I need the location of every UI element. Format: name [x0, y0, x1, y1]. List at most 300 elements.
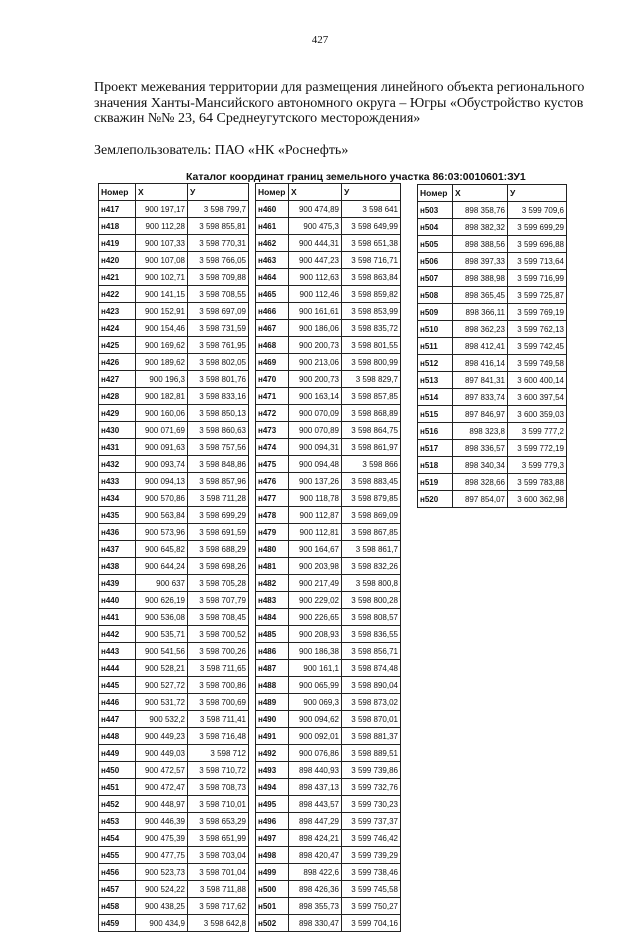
point-number: н449 [99, 745, 136, 762]
point-number: н512 [418, 355, 453, 372]
x-coordinate: 898 447,29 [289, 813, 342, 830]
point-number: н502 [256, 915, 289, 932]
table-row [99, 524, 249, 541]
table-row [99, 218, 249, 235]
y-coordinate: 3 598 711,88 [188, 881, 249, 898]
table-row [256, 711, 401, 728]
y-coordinate: 3 598 700,52 [188, 626, 249, 643]
table-row [418, 491, 567, 508]
x-coordinate: 900 164,67 [289, 541, 342, 558]
y-coordinate: 3 598 860,63 [188, 422, 249, 439]
y-coordinate: 3 599 709,6 [508, 202, 567, 219]
x-coordinate: 900 196,3 [136, 371, 188, 388]
point-number: н459 [99, 915, 136, 932]
x-coordinate: 898 355,73 [289, 898, 342, 915]
y-coordinate: 3 599 746,42 [342, 830, 401, 847]
y-coordinate: 3 598 757,56 [188, 439, 249, 456]
table-row [99, 337, 249, 354]
y-coordinate: 3 598 853,99 [342, 303, 401, 320]
point-number: н504 [418, 219, 453, 236]
y-coordinate: 3 599 779,3 [508, 457, 567, 474]
table-row [99, 575, 249, 592]
y-coordinate: 3 598 800,28 [342, 592, 401, 609]
x-coordinate: 900 213,06 [289, 354, 342, 371]
x-coordinate: 900 091,63 [136, 439, 188, 456]
table-row [99, 728, 249, 745]
x-coordinate: 898 388,56 [453, 236, 508, 253]
table-row [99, 490, 249, 507]
x-coordinate: 900 541,56 [136, 643, 188, 660]
x-coordinate: 900 070,09 [289, 405, 342, 422]
table-row [418, 287, 567, 304]
table-row [99, 422, 249, 439]
point-number: н493 [256, 762, 289, 779]
y-coordinate: 3 598 799,7 [188, 201, 249, 218]
header-number: Номер [99, 184, 136, 201]
y-coordinate: 3 600 362,98 [508, 491, 567, 508]
y-coordinate: 3 599 713,64 [508, 253, 567, 270]
x-coordinate: 900 208,93 [289, 626, 342, 643]
point-number: н476 [256, 473, 289, 490]
y-coordinate: 3 599 749,58 [508, 355, 567, 372]
table-row [418, 389, 567, 406]
y-coordinate: 3 598 642,8 [188, 915, 249, 932]
x-coordinate: 900 169,62 [136, 337, 188, 354]
y-coordinate: 3 598 653,29 [188, 813, 249, 830]
y-coordinate: 3 598 731,59 [188, 320, 249, 337]
point-number: н450 [99, 762, 136, 779]
x-coordinate: 900 102,71 [136, 269, 188, 286]
table-row [256, 473, 401, 490]
x-coordinate: 898 422,6 [289, 864, 342, 881]
y-coordinate: 3 598 707,79 [188, 592, 249, 609]
y-coordinate: 3 598 770,31 [188, 235, 249, 252]
table-row [99, 456, 249, 473]
y-coordinate: 3 598 861,7 [342, 541, 401, 558]
x-coordinate: 900 528,21 [136, 660, 188, 677]
point-number: н507 [418, 270, 453, 287]
point-number: н469 [256, 354, 289, 371]
x-coordinate: 900 645,82 [136, 541, 188, 558]
point-number: н490 [256, 711, 289, 728]
x-coordinate: 900 570,86 [136, 490, 188, 507]
y-coordinate: 3 598 705,28 [188, 575, 249, 592]
x-coordinate: 898 358,76 [453, 202, 508, 219]
y-coordinate: 3 599 738,46 [342, 864, 401, 881]
point-number: н477 [256, 490, 289, 507]
table-row [418, 219, 567, 236]
y-coordinate: 3 599 783,88 [508, 474, 567, 491]
y-coordinate: 3 598 868,89 [342, 405, 401, 422]
header-y: У [508, 185, 567, 202]
y-coordinate: 3 598 836,55 [342, 626, 401, 643]
x-coordinate: 900 094,13 [136, 473, 188, 490]
table-row [418, 423, 567, 440]
y-coordinate: 3 599 696,88 [508, 236, 567, 253]
x-coordinate: 900 107,08 [136, 252, 188, 269]
table-row [99, 507, 249, 524]
x-coordinate: 900 434,9 [136, 915, 188, 932]
table-row [99, 354, 249, 371]
point-number: н516 [418, 423, 453, 440]
y-coordinate: 3 600 400,14 [508, 372, 567, 389]
x-coordinate: 900 154,46 [136, 320, 188, 337]
point-number: н454 [99, 830, 136, 847]
table-row [256, 881, 401, 898]
point-number: н436 [99, 524, 136, 541]
x-coordinate: 900 112,63 [289, 269, 342, 286]
x-coordinate: 900 092,01 [289, 728, 342, 745]
x-coordinate: 900 229,02 [289, 592, 342, 609]
point-number: н437 [99, 541, 136, 558]
y-coordinate: 3 598 709,88 [188, 269, 249, 286]
table-row [256, 252, 401, 269]
point-number: н479 [256, 524, 289, 541]
table-row [256, 864, 401, 881]
y-coordinate: 3 598 800,99 [342, 354, 401, 371]
table-row [99, 796, 249, 813]
x-coordinate: 898 330,47 [289, 915, 342, 932]
table-row [256, 490, 401, 507]
y-coordinate: 3 598 855,81 [188, 218, 249, 235]
table-row [418, 440, 567, 457]
y-coordinate: 3 598 716,48 [188, 728, 249, 745]
y-coordinate: 3 598 829,7 [342, 371, 401, 388]
y-coordinate: 3 598 861,97 [342, 439, 401, 456]
y-coordinate: 3 598 710,72 [188, 762, 249, 779]
point-number: н426 [99, 354, 136, 371]
table-row [99, 694, 249, 711]
x-coordinate: 898 426,36 [289, 881, 342, 898]
point-number: н475 [256, 456, 289, 473]
table-row [418, 253, 567, 270]
x-coordinate: 897 854,07 [453, 491, 508, 508]
table-row [99, 558, 249, 575]
point-number: н520 [418, 491, 453, 508]
y-coordinate: 3 598 710,01 [188, 796, 249, 813]
table-row [99, 813, 249, 830]
table-row [256, 796, 401, 813]
y-coordinate: 3 598 691,59 [188, 524, 249, 541]
y-coordinate: 3 598 766,05 [188, 252, 249, 269]
point-number: н497 [256, 830, 289, 847]
point-number: н444 [99, 660, 136, 677]
page-number: 427 [311, 34, 329, 46]
header-number: Номер [418, 185, 453, 202]
y-coordinate: 3 598 801,55 [342, 337, 401, 354]
y-coordinate: 3 598 879,85 [342, 490, 401, 507]
y-coordinate: 3 599 716,99 [508, 270, 567, 287]
table-row [418, 355, 567, 372]
y-coordinate: 3 598 649,99 [342, 218, 401, 235]
table-row [256, 762, 401, 779]
table-row [99, 745, 249, 762]
table-row [418, 338, 567, 355]
x-coordinate: 900 446,39 [136, 813, 188, 830]
table-row [256, 439, 401, 456]
x-coordinate: 900 094,62 [289, 711, 342, 728]
table-row [256, 354, 401, 371]
x-coordinate: 900 189,62 [136, 354, 188, 371]
x-coordinate: 900 065,99 [289, 677, 342, 694]
table-row [256, 558, 401, 575]
table-row [99, 660, 249, 677]
x-coordinate: 898 437,13 [289, 779, 342, 796]
x-coordinate: 900 107,33 [136, 235, 188, 252]
x-coordinate: 900 217,49 [289, 575, 342, 592]
point-number: н468 [256, 337, 289, 354]
table-row [99, 830, 249, 847]
x-coordinate: 898 420,47 [289, 847, 342, 864]
x-coordinate: 900 637 [136, 575, 188, 592]
y-coordinate: 3 599 699,29 [508, 219, 567, 236]
x-coordinate: 898 365,45 [453, 287, 508, 304]
y-coordinate: 3 599 704,16 [342, 915, 401, 932]
table-row [256, 660, 401, 677]
x-coordinate: 900 573,96 [136, 524, 188, 541]
y-coordinate: 3 598 874,48 [342, 660, 401, 677]
y-coordinate: 3 598 835,72 [342, 320, 401, 337]
y-coordinate: 3 598 700,26 [188, 643, 249, 660]
point-number: н446 [99, 694, 136, 711]
point-number: н420 [99, 252, 136, 269]
point-number: н480 [256, 541, 289, 558]
point-number: н432 [99, 456, 136, 473]
x-coordinate: 898 328,66 [453, 474, 508, 491]
point-number: н488 [256, 677, 289, 694]
y-coordinate: 3 598 802,05 [188, 354, 249, 371]
y-coordinate: 3 598 832,26 [342, 558, 401, 575]
y-coordinate: 3 598 856,71 [342, 643, 401, 660]
table-row [99, 711, 249, 728]
x-coordinate: 898 412,41 [453, 338, 508, 355]
table-row [99, 252, 249, 269]
y-coordinate: 3 598 857,85 [342, 388, 401, 405]
y-coordinate: 3 598 700,69 [188, 694, 249, 711]
x-coordinate: 900 071,69 [136, 422, 188, 439]
x-coordinate: 900 531,72 [136, 694, 188, 711]
x-coordinate: 900 161,61 [289, 303, 342, 320]
table-row [256, 286, 401, 303]
x-coordinate: 900 186,06 [289, 320, 342, 337]
point-number: н484 [256, 609, 289, 626]
table-row [256, 813, 401, 830]
point-number: н503 [418, 202, 453, 219]
x-coordinate: 900 644,24 [136, 558, 188, 575]
point-number: н452 [99, 796, 136, 813]
y-coordinate: 3 598 651,99 [188, 830, 249, 847]
y-coordinate: 3 599 737,37 [342, 813, 401, 830]
y-coordinate: 3 598 848,86 [188, 456, 249, 473]
table-row [256, 779, 401, 796]
header-x: X [136, 184, 188, 201]
point-number: н485 [256, 626, 289, 643]
x-coordinate: 900 112,46 [289, 286, 342, 303]
table-row [99, 643, 249, 660]
table-row [256, 677, 401, 694]
x-coordinate: 900 475,3 [289, 218, 342, 235]
y-coordinate: 3 598 703,04 [188, 847, 249, 864]
point-number: н473 [256, 422, 289, 439]
point-number: н431 [99, 439, 136, 456]
x-coordinate: 900 112,28 [136, 218, 188, 235]
x-coordinate: 900 200,73 [289, 371, 342, 388]
x-coordinate: 900 137,26 [289, 473, 342, 490]
x-coordinate: 900 076,86 [289, 745, 342, 762]
table-row [418, 202, 567, 219]
table-row [256, 337, 401, 354]
y-coordinate: 3 598 889,51 [342, 745, 401, 762]
table-row [99, 473, 249, 490]
x-coordinate: 898 382,32 [453, 219, 508, 236]
x-coordinate: 900 448,97 [136, 796, 188, 813]
point-number: н447 [99, 711, 136, 728]
x-coordinate: 900 161,1 [289, 660, 342, 677]
table-row [418, 236, 567, 253]
header-number: Номер [256, 184, 289, 201]
table-row [418, 406, 567, 423]
y-coordinate: 3 598 869,09 [342, 507, 401, 524]
y-coordinate: 3 598 697,09 [188, 303, 249, 320]
table-row [99, 779, 249, 796]
y-coordinate: 3 598 808,57 [342, 609, 401, 626]
table-row [256, 541, 401, 558]
point-number: н470 [256, 371, 289, 388]
x-coordinate: 900 094,48 [289, 456, 342, 473]
y-coordinate: 3 598 708,73 [188, 779, 249, 796]
x-coordinate: 900 472,47 [136, 779, 188, 796]
x-coordinate: 898 340,34 [453, 457, 508, 474]
x-coordinate: 900 474,89 [289, 201, 342, 218]
point-number: н471 [256, 388, 289, 405]
table-row [256, 609, 401, 626]
table-row [99, 609, 249, 626]
catalog-title: Каталог координат границ земельного участка 86:03:0010601:ЗУ1 [186, 171, 526, 183]
x-coordinate: 900 444,31 [289, 235, 342, 252]
point-number: н442 [99, 626, 136, 643]
point-number: н458 [99, 898, 136, 915]
point-number: н430 [99, 422, 136, 439]
point-number: н443 [99, 643, 136, 660]
table-row [99, 592, 249, 609]
point-number: н438 [99, 558, 136, 575]
y-coordinate: 3 598 701,04 [188, 864, 249, 881]
table-row [256, 422, 401, 439]
y-coordinate: 3 599 739,86 [342, 762, 401, 779]
x-coordinate: 900 449,23 [136, 728, 188, 745]
y-coordinate: 3 598 700,86 [188, 677, 249, 694]
x-coordinate: 900 626,19 [136, 592, 188, 609]
y-coordinate: 3 599 730,23 [342, 796, 401, 813]
coordinate-table-1 [98, 183, 249, 932]
y-coordinate: 3 598 708,55 [188, 286, 249, 303]
y-coordinate: 3 598 833,16 [188, 388, 249, 405]
y-coordinate: 3 598 881,37 [342, 728, 401, 745]
y-coordinate: 3 598 711,41 [188, 711, 249, 728]
table-row [99, 439, 249, 456]
point-number: н474 [256, 439, 289, 456]
header-y: У [188, 184, 249, 201]
point-number: н462 [256, 235, 289, 252]
point-number: н423 [99, 303, 136, 320]
y-coordinate: 3 598 863,84 [342, 269, 401, 286]
x-coordinate: 900 200,73 [289, 337, 342, 354]
x-coordinate: 900 141,15 [136, 286, 188, 303]
table-row [256, 456, 401, 473]
y-coordinate: 3 598 866 [342, 456, 401, 473]
x-coordinate: 900 532,2 [136, 711, 188, 728]
table-row [99, 541, 249, 558]
table-row [99, 269, 249, 286]
table-row [99, 405, 249, 422]
document-title: Проект межевания территории для размещения линейного объекта регионального значения Ханты-Мансийского автономного округа – Югры «Обустройство кустов скважин №№ 23, 64 Среднеугутского месторождения» [94, 80, 585, 126]
x-coordinate: 900 112,87 [289, 507, 342, 524]
point-number: н511 [418, 338, 453, 355]
x-coordinate: 900 093,74 [136, 456, 188, 473]
point-number: н478 [256, 507, 289, 524]
point-number: н461 [256, 218, 289, 235]
point-number: н427 [99, 371, 136, 388]
x-coordinate: 898 424,21 [289, 830, 342, 847]
y-coordinate: 3 599 772,19 [508, 440, 567, 457]
point-number: н517 [418, 440, 453, 457]
table-row [256, 626, 401, 643]
point-number: н509 [418, 304, 453, 321]
x-coordinate: 898 323,8 [453, 423, 508, 440]
table-row [99, 320, 249, 337]
x-coordinate: 898 416,14 [453, 355, 508, 372]
header-x: X [289, 184, 342, 201]
y-coordinate: 3 599 739,29 [342, 847, 401, 864]
y-coordinate: 3 598 641 [342, 201, 401, 218]
y-coordinate: 3 598 708,45 [188, 609, 249, 626]
point-number: н465 [256, 286, 289, 303]
point-number: н429 [99, 405, 136, 422]
table-row [99, 762, 249, 779]
y-coordinate: 3 598 859,82 [342, 286, 401, 303]
table-row [256, 915, 401, 932]
x-coordinate: 897 833,74 [453, 389, 508, 406]
point-number: н418 [99, 218, 136, 235]
point-number: н487 [256, 660, 289, 677]
table-row [99, 201, 249, 218]
point-number: н494 [256, 779, 289, 796]
y-coordinate: 3 599 750,27 [342, 898, 401, 915]
point-number: н505 [418, 236, 453, 253]
x-coordinate: 897 846,97 [453, 406, 508, 423]
x-coordinate: 900 163,14 [289, 388, 342, 405]
x-coordinate: 900 094,31 [289, 439, 342, 456]
point-number: н491 [256, 728, 289, 745]
point-number: н417 [99, 201, 136, 218]
table-row [418, 321, 567, 338]
y-coordinate: 3 598 870,01 [342, 711, 401, 728]
table-row [99, 286, 249, 303]
x-coordinate: 900 477,75 [136, 847, 188, 864]
x-coordinate: 900 160,06 [136, 405, 188, 422]
point-number: н425 [99, 337, 136, 354]
point-number: н467 [256, 320, 289, 337]
y-coordinate: 3 598 688,29 [188, 541, 249, 558]
x-coordinate: 900 182,81 [136, 388, 188, 405]
table-row [418, 304, 567, 321]
point-number: н499 [256, 864, 289, 881]
y-coordinate: 3 599 762,13 [508, 321, 567, 338]
x-coordinate: 900 524,22 [136, 881, 188, 898]
x-coordinate: 898 366,11 [453, 304, 508, 321]
table-row [256, 643, 401, 660]
point-number: н464 [256, 269, 289, 286]
